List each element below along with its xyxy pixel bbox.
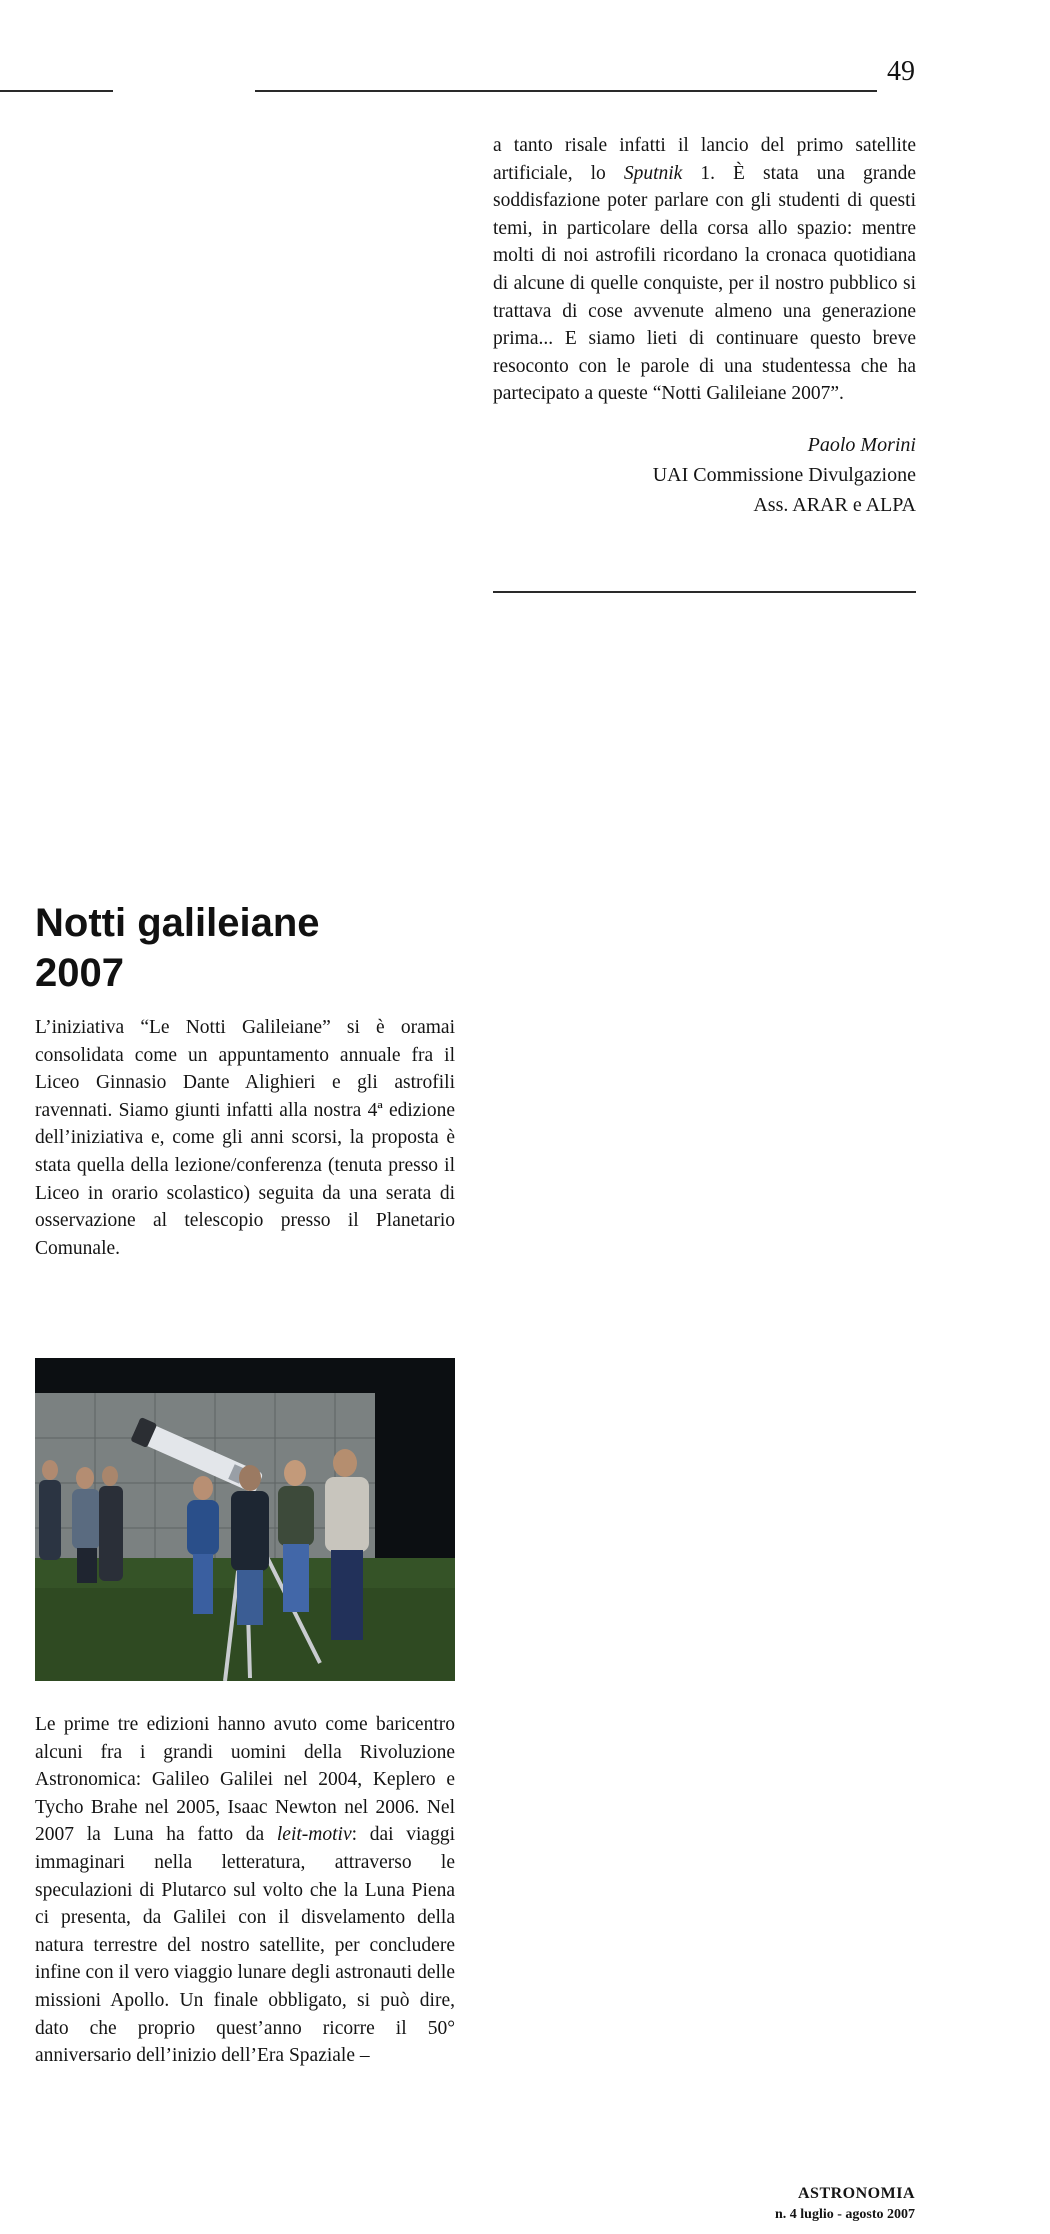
article-body: [35, 1711, 455, 2070]
right-column: [493, 132, 916, 520]
signature-author: Paolo Morini: [807, 433, 916, 456]
signature-rule: [493, 591, 916, 593]
signature-block: [493, 430, 916, 520]
article-title: [35, 898, 455, 998]
header-rule-right: [255, 90, 877, 92]
right-column-paragraph: [493, 132, 916, 408]
article: [35, 898, 455, 1262]
article-intro: L’iniziativa “Le Notti Galileiane” si è oramai consolidata come un appuntamento annuale fra il Liceo Ginnasio Dante Alighieri e gli astrofili ravennati. Siamo giunti infatti alla nostra 4ª edizione dell’iniziativa e, come gli anni scorsi, la proposta è stata quella della lezione/conferenza (tenuta presso il Liceo in orario scolastico) seguita da una serata di osservazione al telescopio presso il Planetario Comunale.: [35, 1017, 455, 1259]
signature-association: Ass. ARAR e ALPA: [753, 493, 916, 516]
page-number: 49: [887, 56, 915, 87]
body-text-start: Le prime tre edizioni hanno avuto come baricentro alcuni fra i grandi uomini della Rivoluzione Astronomica: Galileo Galilei nel 2004, Keplero e Tycho Brahe nel 2005, Isaac Newton nel 2006. Nel 2007 la Luna ha fatto da: [35, 1714, 455, 1846]
signature-role: UAI Commissione Divulgazione: [652, 463, 916, 486]
article-title-line2: 2007: [35, 951, 124, 995]
paragraph-text-end: 1. È stata una grande soddisfazione poter parlare con gli studenti di questi temi, in particolare della corsa allo spazio: mentre molti di noi astrofili ricordano la cronaca quotidiana di alcune di quelle conquiste, per il nostro pubblico si trattava di cose avvenute almeno una generazione prima... E siamo lieti di continuare questo breve resoconto con le parole di una studentessa che ha partecipato a queste “Notti Galileiane 2007”.: [493, 162, 916, 405]
observation-photo-illustration: [35, 1358, 455, 1681]
header-rule-left: [0, 90, 113, 92]
paragraph-text-start: a tanto risale infatti il lancio del primo satellite artificiale, lo: [493, 135, 916, 184]
body-text-end: : dai viaggi immaginari nella letteratura, attraverso le speculazioni di Plutarco sul volto che la Luna Piena ci presenta, da Galilei con il disvelamento della natura terrestre del nostro satellite, per concludere infine con il vero viaggio lunare degli astronauti delle missioni Apollo. Un finale obbligato, si può dire, dato che proprio quest’anno ricorre il 50° anniversario dell’inizio dell’Era Spaziale –: [35, 1824, 456, 2067]
leit-motiv-italic: leit-motiv: [276, 1824, 352, 1846]
article-title-line1: Notti galileiane: [35, 901, 320, 945]
footer-magazine-name: ASTRONOMIA: [797, 2185, 915, 2202]
observation-photo: [35, 1358, 455, 1681]
footer-issue: n. 4 luglio - agosto 2007: [774, 2207, 915, 2222]
sputnik-italic: Sputnik: [623, 162, 683, 184]
